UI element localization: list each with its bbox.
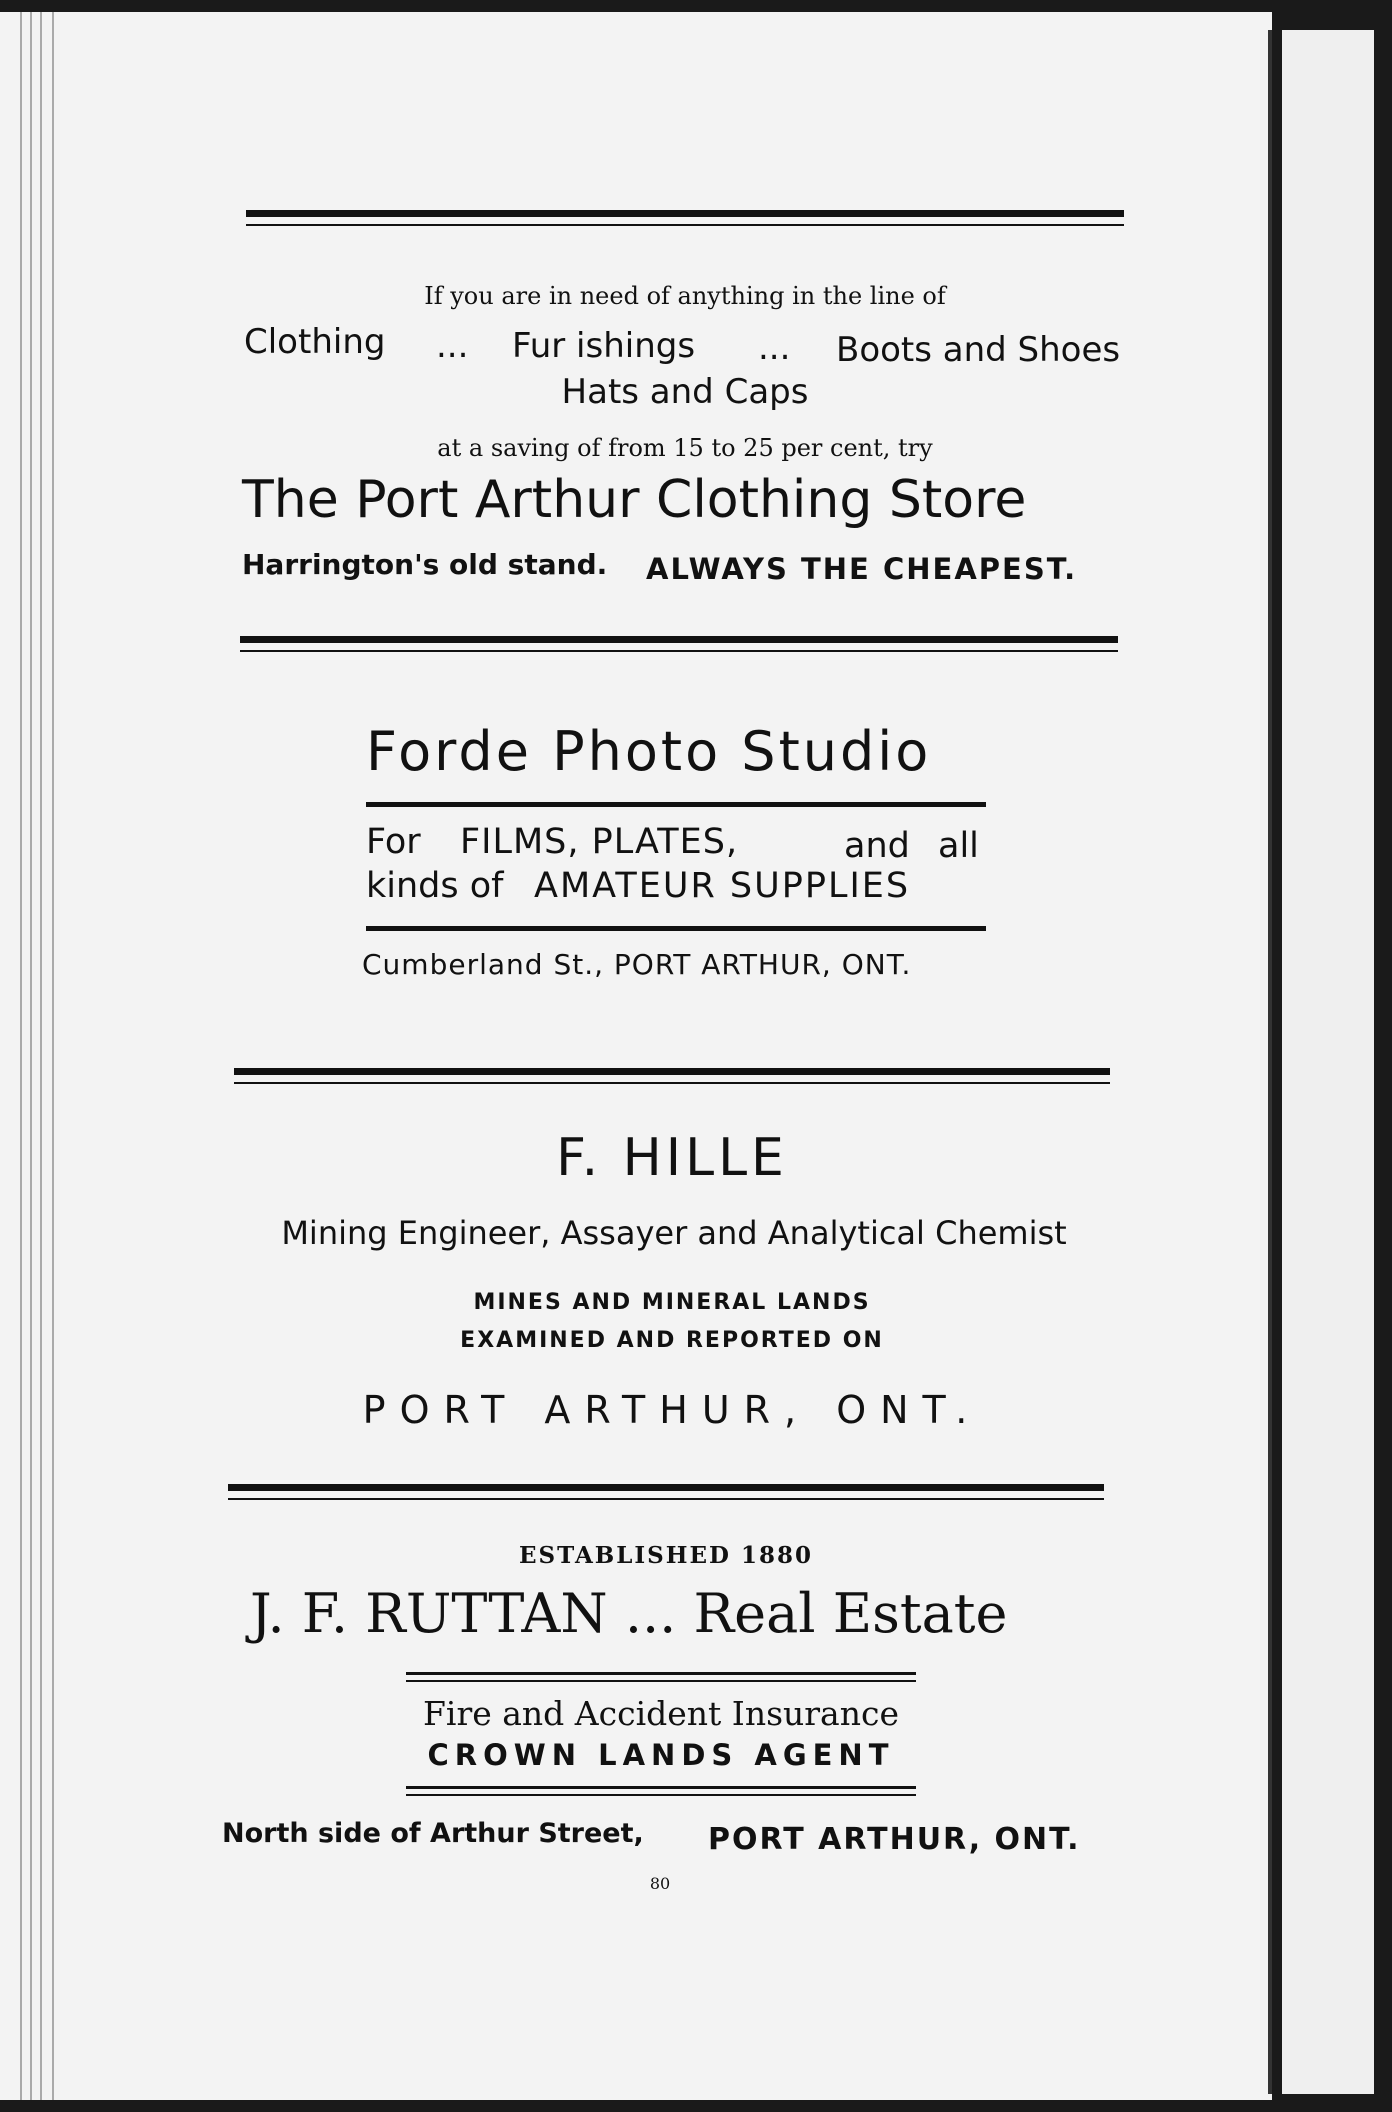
divider <box>366 802 986 807</box>
forde-amateur-supplies: AMATEUR SUPPLIES <box>534 866 911 906</box>
divider <box>366 926 986 931</box>
divider-thick <box>240 636 1118 643</box>
hille-line1: MINES AND MINERAL LANDS <box>473 1290 871 1315</box>
forde-kinds-of: kinds of <box>366 866 504 906</box>
hille-name: F. HILLE <box>556 1128 788 1188</box>
item-hats-caps: Hats and Caps <box>561 372 809 412</box>
divider-thin <box>234 1082 1110 1084</box>
item-clothing: Clothing <box>244 322 386 362</box>
ellipsis: ... <box>758 328 791 368</box>
page-edge <box>30 12 32 2100</box>
divider <box>406 1680 916 1682</box>
divider-thick <box>246 210 1124 217</box>
divider-thin <box>228 1498 1104 1500</box>
divider-thick <box>228 1484 1104 1491</box>
divider <box>406 1672 916 1675</box>
ruttan-insurance: Fire and Accident Insurance <box>423 1694 899 1733</box>
clothing-store-name: The Port Arthur Clothing Store <box>242 470 1027 530</box>
item-boots-shoes: Boots and Shoes <box>836 330 1121 370</box>
old-stand: Harrington's old stand. <box>242 548 608 581</box>
ruttan-name: J. F. RUTTAN ... Real Estate <box>250 1582 1008 1645</box>
forde-all: all <box>938 826 979 866</box>
page-number: 80 <box>649 1874 671 1893</box>
ruttan-crown-lands: CROWN LANDS AGENT <box>427 1738 895 1772</box>
hille-place: PORT ARTHUR, ONT. <box>362 1388 982 1432</box>
page-edge <box>40 12 42 2100</box>
hille-title: Mining Engineer, Assayer and Analytical Chemist <box>281 1214 1067 1252</box>
divider-thin <box>246 224 1124 226</box>
ruttan-place: PORT ARTHUR, ONT. <box>708 1822 1081 1857</box>
page-edge <box>20 12 22 2100</box>
hille-line2: EXAMINED AND REPORTED ON <box>460 1328 884 1353</box>
forde-name: Forde Photo Studio <box>366 720 932 783</box>
slogan: ALWAYS THE CHEAPEST. <box>646 552 1078 586</box>
forde-for: For <box>366 822 421 862</box>
forde-address: Cumberland St., PORT ARTHUR, ONT. <box>362 948 912 981</box>
forde-films-plates: FILMS, PLATES, <box>460 822 739 862</box>
ruttan-established: ESTABLISHED 1880 <box>518 1542 814 1569</box>
divider-thin <box>240 650 1118 652</box>
divider <box>406 1794 916 1796</box>
divider-thick <box>234 1068 1110 1075</box>
forde-and: and <box>844 826 910 866</box>
gutter-line <box>1268 30 1272 2094</box>
clothing-intro: If you are in need of anything in the line of <box>424 282 946 310</box>
ruttan-street: North side of Arthur Street, <box>222 1818 644 1849</box>
divider <box>406 1786 916 1789</box>
item-furnishings: Fur ishings <box>512 326 696 366</box>
page-edge <box>52 12 54 2100</box>
facing-page <box>1282 30 1374 2094</box>
saving-line: at a saving of from 15 to 25 per cent, try <box>437 434 933 462</box>
ellipsis: ... <box>436 326 469 366</box>
